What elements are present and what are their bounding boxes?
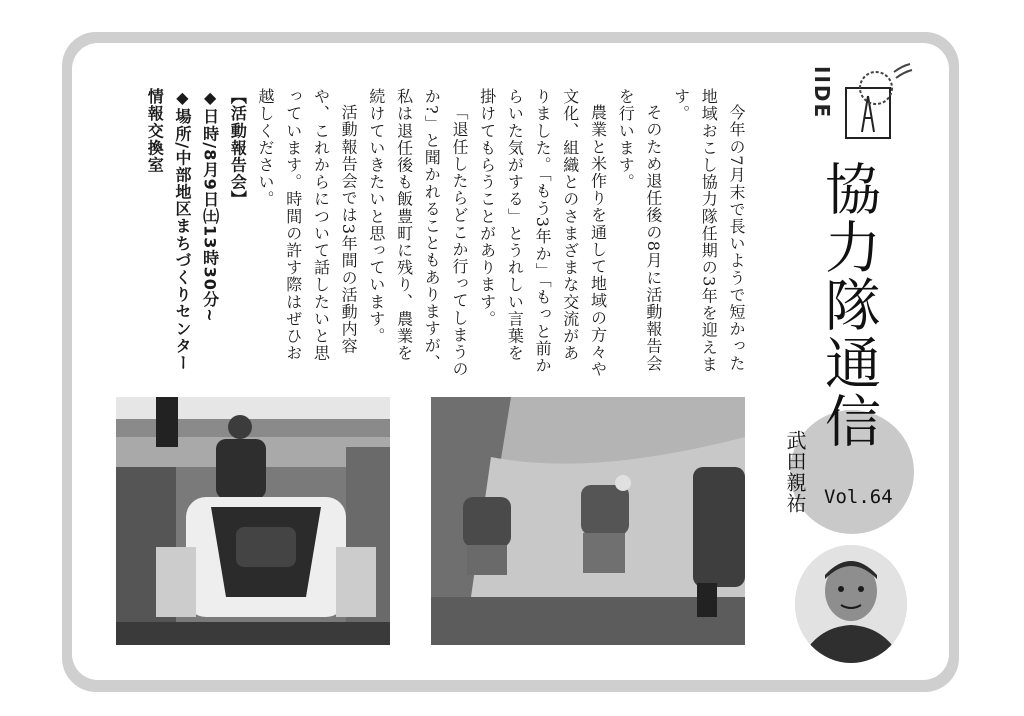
page-title: 協力隊通信 — [816, 160, 881, 450]
paragraph-1: 今年の7月末で長いようで短かった地域おこし協力隊任期の3年を迎えます。 — [671, 88, 746, 373]
article-body — [108, 88, 750, 378]
hand-planting-paddy-photo — [431, 397, 745, 645]
paragraph-4: 「退任したらどこか行ってしまうのか?」と聞かれることもありますが、私は退任後も飯豊町に残り、農業を続けていきたいと思っています。 — [366, 88, 469, 378]
rice-transplanter-photo — [116, 397, 390, 645]
event-place: ◆場所/中部地区まちづくりセンター情報交換室 — [145, 88, 192, 372]
paragraph-3: 農業と米作りを通して地域の方々や文化、組織とのさまざまな交流がありました。「もう3年か」「もっと前からいた気がする」とうれしい言葉を掛けてもらうことがあります。 — [477, 88, 608, 378]
author-portrait — [795, 545, 907, 663]
event-date: ◆日時/8月9日㈯13時30分~ — [200, 88, 220, 323]
event-heading: 【活動報告会】 — [228, 88, 248, 208]
paragraph-5: 活動報告会では3年間の活動内容や、これからについて話したいと思っています。時間の許す際はぜひお越しください。 — [256, 88, 359, 362]
iide-logo-text: IIDE — [810, 66, 834, 120]
volume-number: Vol.64 — [824, 486, 893, 508]
author-name: 武田親祐 — [783, 430, 807, 514]
paragraph-2: そのため退任後の8月に活動報告会を行います。 — [616, 88, 663, 372]
